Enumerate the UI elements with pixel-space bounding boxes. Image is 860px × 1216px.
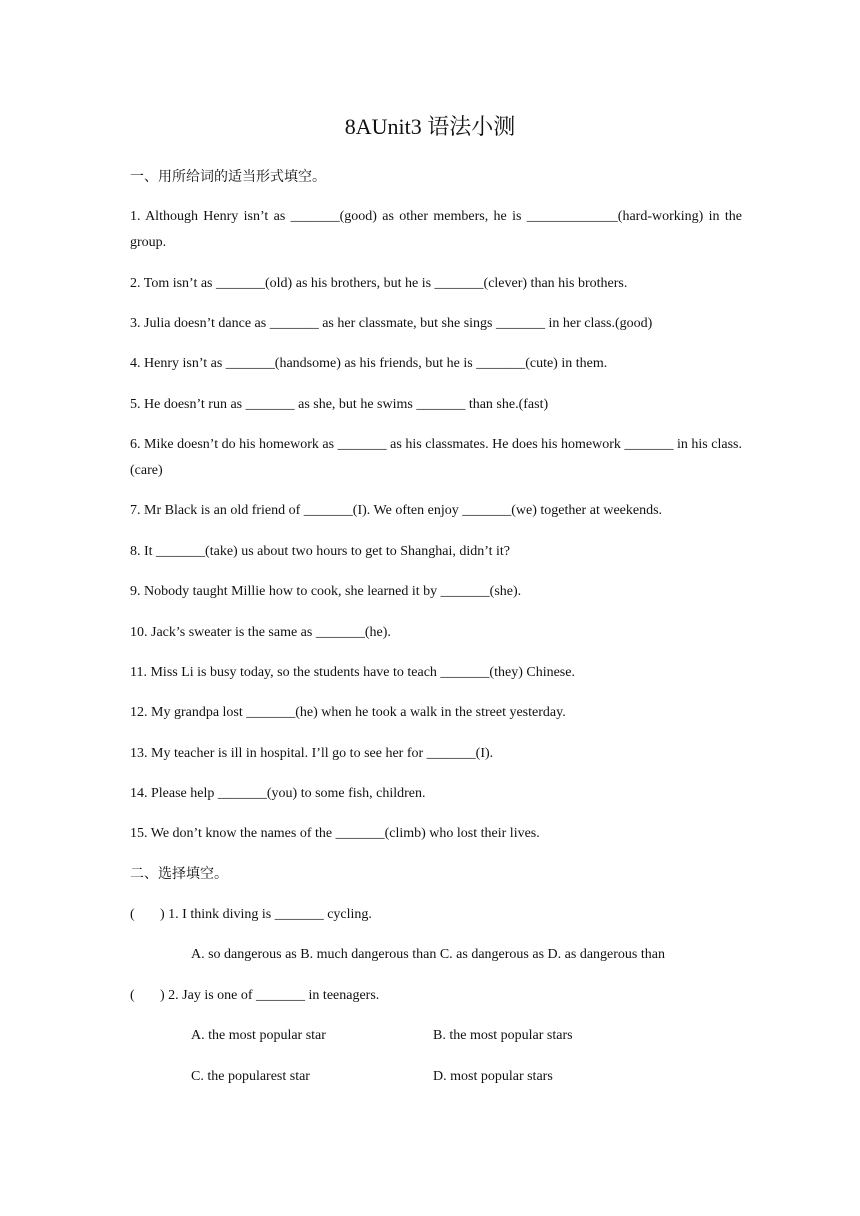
mc-option-d: D. most popular stars <box>433 1069 553 1084</box>
section2-heading: 二、选择填空。 <box>130 867 228 882</box>
question-3: 3. Julia doesn’t dance as _______ as her classmate, but she sings _______ in her class.(good) <box>130 316 653 331</box>
question-8: 8. It _______(take) us about two hours to get to Shanghai, didn’t it? <box>130 544 511 559</box>
mc-question-1-options: A. so dangerous as B. much dangerous than C. as dangerous as D. as dangerous than <box>191 947 665 962</box>
mc-option-b: B. the most popular stars <box>433 1028 573 1043</box>
question-14: 14. Please help _______(you) to some fish, children. <box>130 786 426 801</box>
question-12: 12. My grandpa lost _______(he) when he took a walk in the street yesterday. <box>130 705 566 720</box>
question-2: 2. Tom isn’t as _______(old) as his brothers, but he is _______(clever) than his brothers. <box>130 276 628 291</box>
question-9: 9. Nobody taught Millie how to cook, she learned it by _______(she). <box>130 584 522 599</box>
question-7: 7. Mr Black is an old friend of _______(I). We often enjoy _______(we) together at weekends. <box>130 503 663 518</box>
question-4: 4. Henry isn’t as _______(handsome) as his friends, but he is _______(cute) in them. <box>130 356 608 371</box>
question-1: 1. Although Henry isn’t as _______(good) as other members, he is _____________(hard-working) in the group. <box>130 209 742 250</box>
question-15: 15. We don’t know the names of the _______(climb) who lost their lives. <box>130 826 540 841</box>
question-11: 11. Miss Li is busy today, so the students have to teach _______(they) Chinese. <box>130 665 575 680</box>
question-5: 5. He doesn’t run as _______ as she, but he swims _______ than she.(fast) <box>130 397 549 412</box>
section1-heading: 一、用所给词的适当形式填空。 <box>130 170 326 185</box>
mc-question-1 <box>130 902 742 928</box>
mc-option-c: C. the popularest star <box>191 1069 310 1084</box>
page-title: 8AUnit3 语法小测 <box>344 114 516 139</box>
question-13: 13. My teacher is ill in hospital. I’ll go to see her for _______(I). <box>130 746 494 761</box>
question-6: 6. Mike doesn’t do his homework as _______ as his classmates. He does his homework _______ in his class.(care) <box>130 437 742 478</box>
answer-blank: ( <box>130 907 135 922</box>
mc-option-a: A. the most popular star <box>191 1028 326 1043</box>
question-10: 10. Jack’s sweater is the same as _______(he). <box>130 625 391 640</box>
mc-question-stem: ) 1. I think diving is _______ cycling. <box>160 907 372 922</box>
mc-question-stem: ) 2. Jay is one of _______ in teenagers. <box>160 988 380 1003</box>
mc-question-2 <box>130 983 742 1009</box>
answer-blank: ( <box>130 988 135 1003</box>
